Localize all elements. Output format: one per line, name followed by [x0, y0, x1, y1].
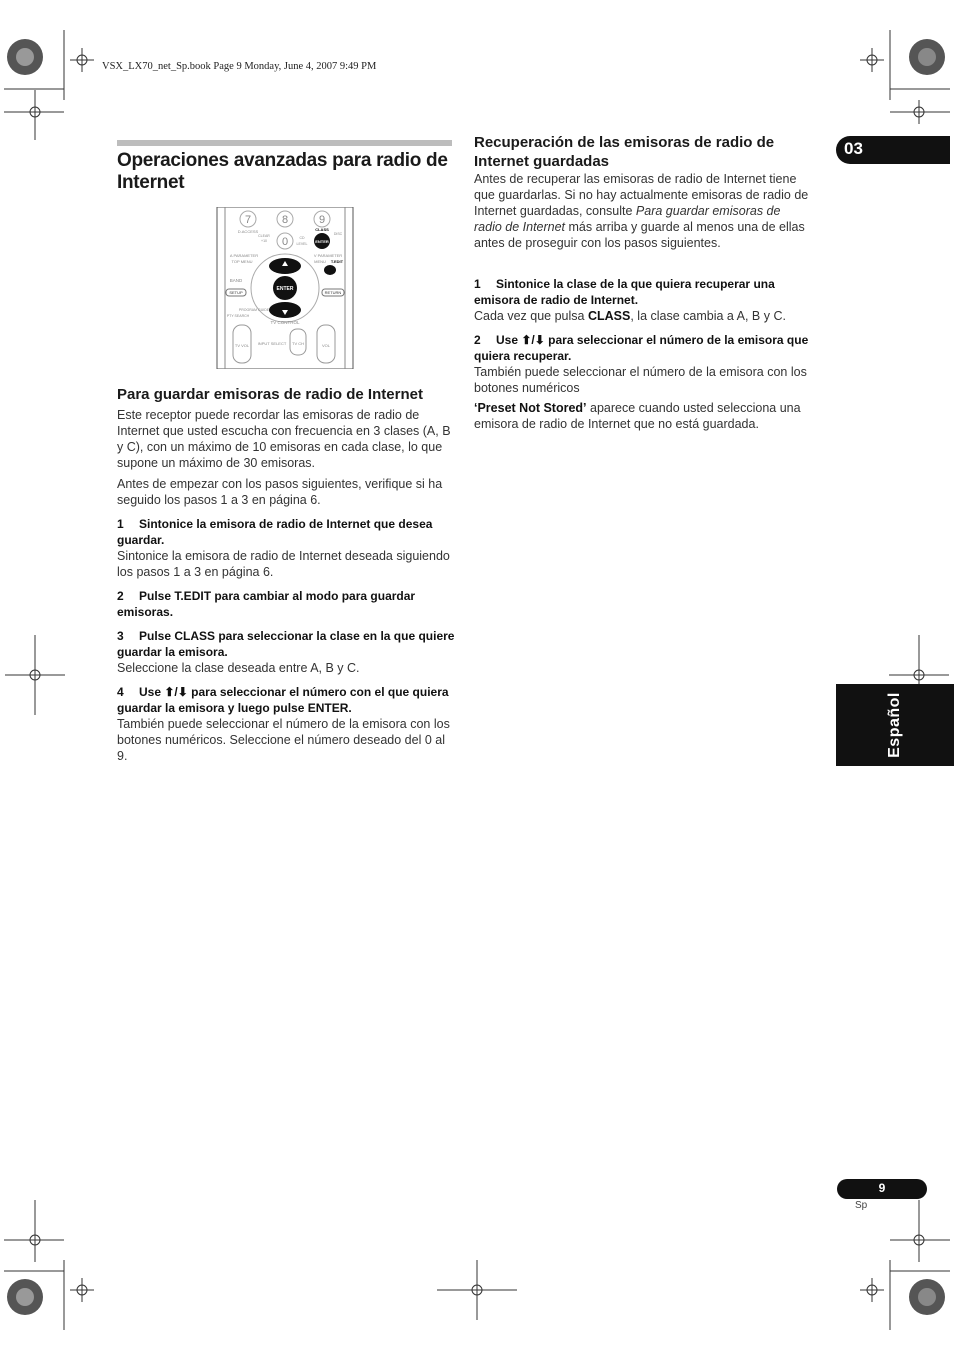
up-down-arrow-icon: ⬆/⬇	[521, 333, 545, 347]
label-vol: VOL	[321, 343, 331, 348]
language-label: Español	[886, 692, 903, 758]
page-number-badge	[837, 1179, 927, 1199]
paragraph-preset-note: ‘Preset Not Stored’ aparece cuando usted selecciona una emisora de radio de Internet que no está guardada.	[474, 401, 801, 431]
label-band: BAND	[229, 278, 243, 283]
paragraph-recall-intro: Antes de recuperar las emisoras de radio de Internet tiene que guardarlas. Si no hay actualmente emisoras de radio de Internet guardadas, consulte Para guardar emisoras de radio de Internet más arriba y guarde al menos una de ellas antes de proseguir con los pasos siguientes.	[474, 172, 809, 250]
label-tv-vol: TV VOL	[234, 343, 250, 348]
key-7: 7	[244, 214, 252, 226]
label-enter-small: ENTER	[315, 239, 329, 244]
label-class: CLASS	[315, 227, 329, 232]
step-heading: Pulse CLASS para seleccionar la clase en la que quiere guardar la emisora.	[117, 629, 455, 659]
label-daccess: D.ACCESS	[237, 229, 259, 234]
step-1	[117, 516, 457, 580]
chapter-number: 03	[844, 139, 863, 158]
file-header: VSX_LX70_net_Sp.book Page 9 Monday, June 4, 2007 9:49 PM	[102, 61, 377, 72]
section-title: Operaciones avanzadas para radio de Internet	[117, 150, 448, 193]
label-tv-ch: TV CH	[292, 341, 304, 346]
label-level: LEVEL	[296, 242, 308, 246]
language-tab	[836, 684, 954, 766]
label-clear: CLEAR	[258, 234, 270, 238]
key-8: 8	[281, 214, 289, 226]
label-a-parameter: A PARAMETER	[229, 253, 259, 258]
label-tv-control: TV CONTROL	[270, 320, 300, 325]
paragraph-before-start: Antes de empezar con los pasos siguientes, verifique si ha seguido los pasos 1 a 3 en página 6.	[117, 477, 443, 507]
label-return: RETURN	[324, 290, 342, 295]
step-body: También puede seleccionar el número de la emisora con los botones numéricos	[474, 365, 807, 395]
label-pty-search: PTY SEARCH	[226, 314, 250, 318]
step-number: 1	[474, 277, 481, 291]
step-body: Sintonice la emisora de radio de Internet deseada siguiendo los pasos 1 a 3 en página 6.	[117, 549, 450, 579]
step-body: También puede seleccionar el número de la emisora con los botones numéricos. Seleccione el número deseado del 0 al 9.	[117, 717, 450, 763]
remote-control-image	[216, 207, 354, 369]
cross-reference: Para guardar emisoras de radio de Internet	[474, 204, 781, 234]
step-3	[117, 628, 457, 676]
label-v-parameter: V PARAMETER	[313, 253, 343, 258]
label-menu: MENU	[314, 259, 326, 264]
label-enter: ENTER	[276, 286, 294, 292]
recall-step-1	[474, 276, 814, 324]
up-down-arrow-icon: ⬆/⬇	[164, 685, 188, 699]
label-tedit: T.EDIT	[330, 259, 344, 264]
paragraph-intro: Este receptor puede recordar las emisoras de radio de Internet que usted escucha con frecuencia en 3 clases (A, B y C), con un máximo de 10 emisoras en cada clase, lo que supone un máximo de 30 emisoras.	[117, 408, 451, 470]
chapter-badge	[836, 136, 950, 164]
key-9: 9	[318, 214, 326, 226]
page-lang-code: Sp	[855, 1200, 868, 1211]
subsection-title-save: Para guardar emisoras de radio de Internet	[117, 386, 423, 403]
step-body: Seleccione la clase deseada entre A, B y C.	[117, 661, 360, 675]
label-input-select: INPUT SELECT	[257, 341, 287, 346]
key-0: 0	[281, 236, 289, 248]
step-number: 1	[117, 517, 124, 531]
label-disc: DISC	[333, 232, 343, 236]
page-number: 9	[878, 1181, 886, 1195]
label-plus10: +10	[261, 239, 267, 243]
label-top-menu: TOP MENU	[231, 259, 253, 264]
step-number: 4	[117, 685, 124, 699]
step-body: Cada vez que pulsa CLASS, la clase cambia a A, B y C.	[474, 309, 786, 323]
recall-step-2: 2 Use ⬆/⬇ para seleccionar el número de la emisora que quiera recuperar. También puede seleccionar el número de la emisora con los botones numéricos	[474, 332, 814, 396]
label-cd: CD	[299, 236, 305, 240]
section-rule	[117, 140, 452, 146]
subsection-title-recall: Recuperación de las emisoras de radio de Internet guardadas	[474, 134, 775, 170]
step-4: 4 Use ⬆/⬇ para seleccionar el número con el que quiera guardar la emisora y luego pulse ENTER. También puede seleccionar el número de la emisora con los botones numéricos. Seleccione el número deseado del 0 al 9.	[117, 684, 457, 764]
step-number: 2	[474, 333, 481, 347]
label-program-guide: PROGRAM GUIDE	[238, 308, 270, 312]
step-heading: Sintonice la emisora de radio de Internet que desea guardar.	[117, 517, 433, 547]
step-heading: Pulse T.EDIT para cambiar al modo para guardar emisoras.	[117, 589, 416, 619]
step-heading: Sintonice la clase de la que quiera recuperar una emisora de radio de Internet.	[474, 277, 775, 307]
label-setup: SETUP	[229, 290, 243, 295]
step-number: 2	[117, 589, 124, 603]
step-number: 3	[117, 629, 124, 643]
step-2	[117, 588, 457, 620]
